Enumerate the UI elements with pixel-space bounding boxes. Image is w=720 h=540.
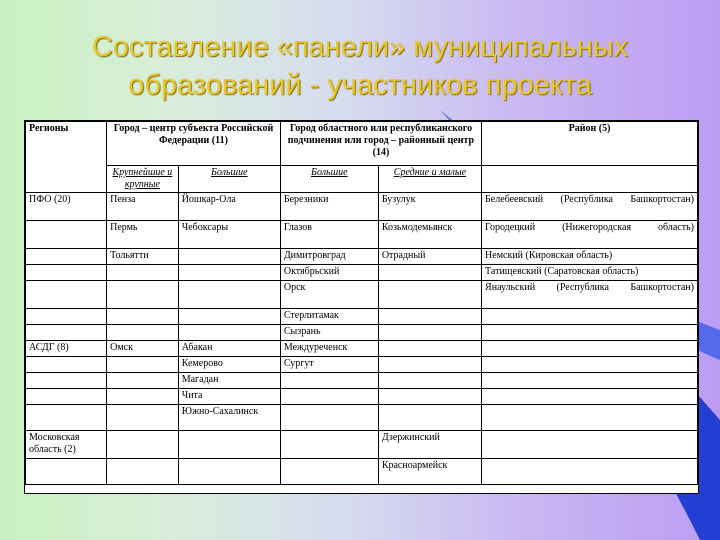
cell-c2: Чебоксары [178, 221, 280, 249]
cell-c3: Сургут [280, 357, 378, 373]
cell-c4 [378, 281, 481, 309]
cell-c1 [107, 431, 179, 459]
cell-c4 [378, 325, 481, 341]
cell-c1 [107, 265, 179, 281]
cell-region [26, 373, 107, 389]
cell-c3 [280, 431, 378, 459]
cell-c4: Козьмодемьянск [378, 221, 481, 249]
cell-c5: Янаульский (Республика Башкортостан) [482, 281, 698, 309]
cell-c1: Пермь [107, 221, 179, 249]
cell-c5: Городецкий (Нижегородская область) [482, 221, 698, 249]
cell-c2 [178, 265, 280, 281]
table-row [26, 281, 698, 309]
table-row [26, 459, 698, 485]
cell-c4 [378, 265, 481, 281]
table-row [26, 357, 698, 373]
cell-c3: Сызрань [280, 325, 378, 341]
cell-c3 [280, 405, 378, 431]
table-row [26, 431, 698, 459]
cell-c2 [178, 325, 280, 341]
subheader-district-empty [482, 166, 698, 193]
cell-c5 [482, 309, 698, 325]
cell-c1 [107, 357, 179, 373]
cell-c1 [107, 309, 179, 325]
table-row [26, 405, 698, 431]
cell-c5 [482, 389, 698, 405]
cell-c5 [482, 357, 698, 373]
table-row [26, 389, 698, 405]
table-row [26, 221, 698, 249]
cell-c5: Немский (Кировская область) [482, 249, 698, 265]
table-row [26, 265, 698, 281]
cell-c1 [107, 389, 179, 405]
table-row [26, 193, 698, 221]
cell-c1: Омск [107, 341, 179, 357]
cell-c3: Октябрьский [280, 265, 378, 281]
cell-c2 [178, 249, 280, 265]
subheader-largest: Крупнейшие и крупные [107, 166, 179, 193]
cell-c2: Магадан [178, 373, 280, 389]
cell-c4 [378, 373, 481, 389]
cell-c1 [107, 281, 179, 309]
cell-c5 [482, 341, 698, 357]
cell-c3: Стерлитамак [280, 309, 378, 325]
cell-region [26, 325, 107, 341]
cell-c2 [178, 459, 280, 485]
cell-c3 [280, 389, 378, 405]
table-row [26, 309, 698, 325]
cell-c2: Чита [178, 389, 280, 405]
subheader-big: Большие [178, 166, 280, 193]
cell-c3 [280, 459, 378, 485]
cell-c3 [280, 373, 378, 389]
cell-region [26, 389, 107, 405]
cell-c5 [482, 431, 698, 459]
cell-region [26, 249, 107, 265]
slide-title [0, 28, 720, 104]
cell-c2: Йошкар-Ола [178, 193, 280, 221]
cell-c5 [482, 373, 698, 389]
cell-c2: Абакан [178, 341, 280, 357]
cell-c4 [378, 341, 481, 357]
header-city-center: Город – центр субъекта Российской Федерации (11) [107, 122, 281, 166]
cell-region: Московская область (2) [26, 431, 107, 459]
cell-c4 [378, 357, 481, 373]
header-regions: Регионы [26, 122, 107, 193]
cell-c4: Отрадный [378, 249, 481, 265]
municipal-panel-table [24, 120, 699, 494]
cell-c5: Белебеевский (Республика Башкортостан) [482, 193, 698, 221]
cell-c1 [107, 373, 179, 389]
cell-region [26, 265, 107, 281]
cell-c2 [178, 309, 280, 325]
cell-region [26, 309, 107, 325]
cell-c4 [378, 309, 481, 325]
cell-region [26, 221, 107, 249]
cell-c4: Красноармейск [378, 459, 481, 485]
cell-c5 [482, 405, 698, 431]
subheader-mid-small: Средние и малые [378, 166, 481, 193]
title-line-1: Составление «панели» муниципальных [91, 31, 629, 63]
cell-c1: Тольятти [107, 249, 179, 265]
header-district: Район (5) [482, 122, 698, 166]
cell-c1: Пенза [107, 193, 179, 221]
cell-c3: Междуреченск [280, 341, 378, 357]
cell-c2 [178, 281, 280, 309]
cell-c5: Татищевский (Саратовская область) [482, 265, 698, 281]
cell-region: ПФО (20) [26, 193, 107, 221]
table-row [26, 341, 698, 357]
cell-c5 [482, 325, 698, 341]
cell-c4: Дзержинский [378, 431, 481, 459]
cell-region [26, 459, 107, 485]
cell-c4 [378, 389, 481, 405]
cell-c3: Глазов [280, 221, 378, 249]
cell-c4: Бузулук [378, 193, 481, 221]
cell-c1 [107, 405, 179, 431]
title-line-2: образований - участников проекта [128, 69, 592, 101]
cell-region [26, 405, 107, 431]
subheader-big-2: Большие [280, 166, 378, 193]
cell-region [26, 357, 107, 373]
cell-c3: Березники [280, 193, 378, 221]
table-row [26, 249, 698, 265]
cell-c5 [482, 459, 698, 485]
table-row [26, 325, 698, 341]
cell-c4 [378, 405, 481, 431]
cell-c1 [107, 325, 179, 341]
header-city-oblast: Город областного или республиканского подчинения или город – районный центр (14) [280, 122, 481, 166]
cell-c2 [178, 431, 280, 459]
cell-c3: Димитровград [280, 249, 378, 265]
cell-c2: Кемерово [178, 357, 280, 373]
cell-c2: Южно-Сахалинск [178, 405, 280, 431]
cell-region: АСДГ (8) [26, 341, 107, 357]
table-row [26, 373, 698, 389]
cell-c1 [107, 459, 179, 485]
cell-region [26, 281, 107, 309]
cell-c3: Орск [280, 281, 378, 309]
